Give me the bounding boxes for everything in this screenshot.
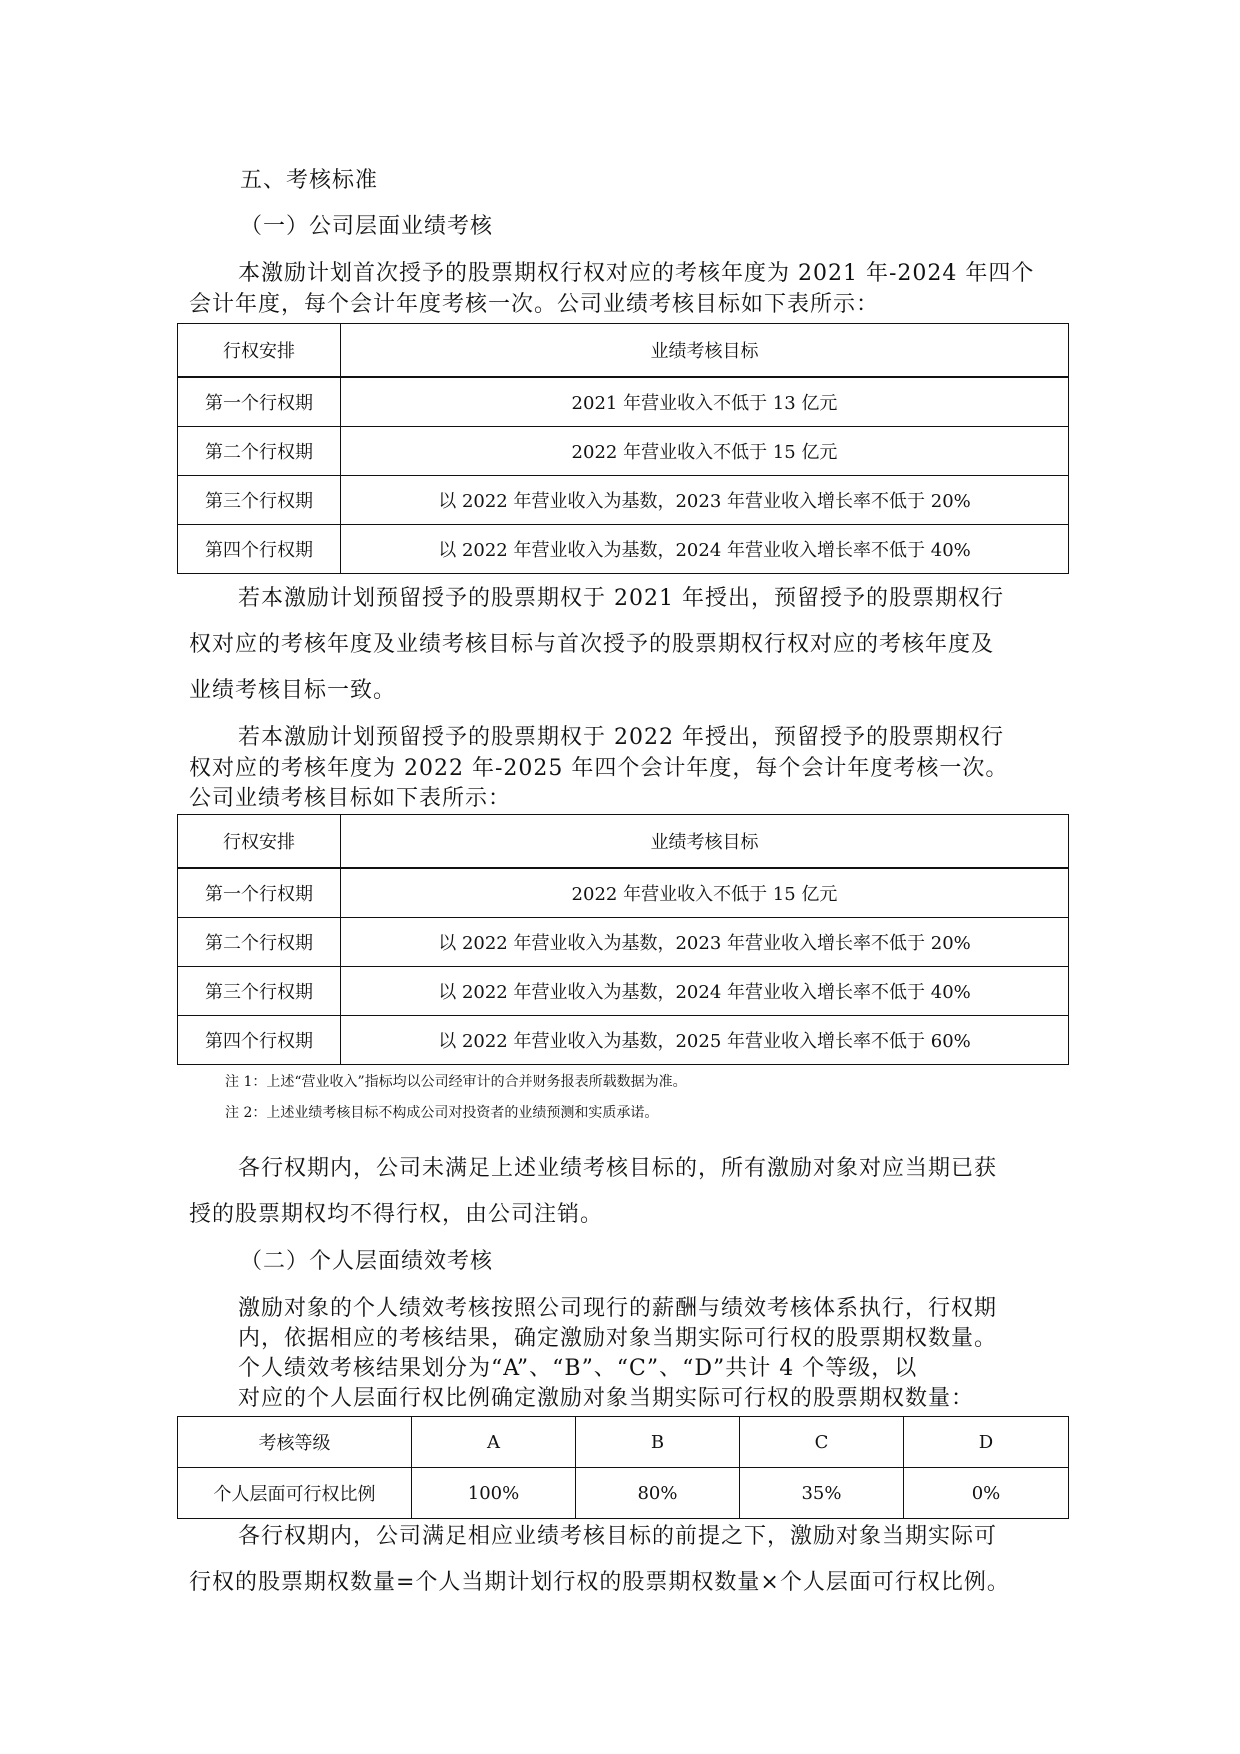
table-row bbox=[178, 967, 1069, 1016]
intro-line-1: 本激励计划首次授予的股票期权行权对应的考核年度为 2021 年-2024 年四个 bbox=[238, 261, 1035, 286]
header-cell: 行权安排 bbox=[178, 815, 341, 869]
header-cell: 业绩考核目标 bbox=[341, 324, 1069, 378]
note-1: 注 1：上述“营业收入”指标均以公司经审计的合并财务报表所载数据为准。 bbox=[225, 1074, 687, 1090]
ratio-cell-d: 0% bbox=[904, 1468, 1069, 1519]
table-row bbox=[178, 1016, 1069, 1065]
ratio-label-cell: 个人层面可行权比例 bbox=[178, 1468, 412, 1519]
grade-cell-b: B bbox=[576, 1417, 740, 1468]
target-cell: 以 2022 年营业收入为基数，2024 年营业收入增长率不低于 40% bbox=[341, 967, 1069, 1016]
table-row bbox=[178, 868, 1069, 918]
grade-label-cell: 考核等级 bbox=[178, 1417, 412, 1468]
ratio-cell-c: 35% bbox=[740, 1468, 904, 1519]
ratio-cell-b: 80% bbox=[576, 1468, 740, 1519]
header-cell: 业绩考核目标 bbox=[341, 815, 1069, 869]
fail-line-1: 各行权期内，公司未满足上述业绩考核目标的，所有激励对象对应当期已获 bbox=[238, 1156, 998, 1181]
company-performance-table-reserved-2022 bbox=[177, 814, 1069, 1065]
grade-cell-c: C bbox=[740, 1417, 904, 1468]
reserved-2022-line-2: 权对应的考核年度为 2022 年-2025 年四个会计年度，每个会计年度考核一次。 bbox=[189, 756, 1009, 781]
period-cell: 第三个行权期 bbox=[178, 476, 341, 525]
personal-intro-line-3: 个人绩效考核结果划分为“A”、“B”、“C”、“D”共计 4 个等级，以 bbox=[238, 1356, 918, 1381]
period-cell: 第一个行权期 bbox=[178, 868, 341, 918]
reserved-2022-line-1: 若本激励计划预留授予的股票期权于 2022 年授出，预留授予的股票期权行 bbox=[238, 725, 1004, 750]
fail-line-2: 授的股票期权均不得行权，由公司注销。 bbox=[189, 1202, 604, 1227]
grade-cell-d: D bbox=[904, 1417, 1069, 1468]
section-title: 五、考核标准 bbox=[240, 168, 379, 193]
closing-line-1: 各行权期内，公司满足相应业绩考核目标的前提之下，激励对象当期实际可 bbox=[238, 1524, 998, 1549]
table-row bbox=[178, 377, 1069, 427]
period-cell: 第四个行权期 bbox=[178, 1016, 341, 1065]
target-cell: 以 2022 年营业收入为基数，2024 年营业收入增长率不低于 40% bbox=[341, 525, 1069, 574]
table-header-row bbox=[178, 324, 1069, 378]
grade-cell-a: A bbox=[412, 1417, 576, 1468]
period-cell: 第一个行权期 bbox=[178, 377, 341, 427]
reserved-2022-line-3: 公司业绩考核目标如下表所示： bbox=[189, 786, 512, 811]
company-performance-table-first-grant bbox=[177, 323, 1069, 574]
reserved-2021-line-1: 若本激励计划预留授予的股票期权于 2021 年授出，预留授予的股票期权行 bbox=[238, 586, 1004, 611]
target-cell: 以 2022 年营业收入为基数，2023 年营业收入增长率不低于 20% bbox=[341, 476, 1069, 525]
note-2: 注 2：上述业绩考核目标不构成公司对投资者的业绩预测和实质承诺。 bbox=[225, 1105, 659, 1121]
period-cell: 第三个行权期 bbox=[178, 967, 341, 1016]
period-cell: 第二个行权期 bbox=[178, 918, 341, 967]
intro-line-2: 会计年度，每个会计年度考核一次。公司业绩考核目标如下表所示： bbox=[189, 292, 880, 317]
ratio-row bbox=[178, 1468, 1069, 1519]
personal-intro-line-4: 对应的个人层面行权比例确定激励对象当期实际可行权的股票期权数量： bbox=[238, 1386, 975, 1411]
grade-header-row bbox=[178, 1417, 1069, 1468]
reserved-2021-line-2: 权对应的考核年度及业绩考核目标与首次授予的股票期权行权对应的考核年度及 bbox=[189, 632, 995, 657]
ratio-cell-a: 100% bbox=[412, 1468, 576, 1519]
table-header-row bbox=[178, 815, 1069, 869]
table-row bbox=[178, 918, 1069, 967]
header-cell: 行权安排 bbox=[178, 324, 341, 378]
period-cell: 第四个行权期 bbox=[178, 525, 341, 574]
target-cell: 2022 年营业收入不低于 15 亿元 bbox=[341, 427, 1069, 476]
table-row bbox=[178, 427, 1069, 476]
table-row bbox=[178, 525, 1069, 574]
target-cell: 2022 年营业收入不低于 15 亿元 bbox=[341, 868, 1069, 918]
target-cell: 以 2022 年营业收入为基数，2023 年营业收入增长率不低于 20% bbox=[341, 918, 1069, 967]
closing-line-2: 行权的股票期权数量=个人当期计划行权的股票期权数量×个人层面可行权比例。 bbox=[189, 1570, 1010, 1595]
personal-intro-line-2: 内，依据相应的考核结果，确定激励对象当期实际可行权的股票期权数量。 bbox=[238, 1326, 998, 1351]
reserved-2021-line-3: 业绩考核目标一致。 bbox=[189, 678, 397, 703]
subsection-2-title: （二）个人层面绩效考核 bbox=[240, 1249, 494, 1274]
personal-intro-line-1: 激励对象的个人绩效考核按照公司现行的薪酬与绩效考核体系执行，行权期 bbox=[238, 1296, 998, 1321]
target-cell: 2021 年营业收入不低于 13 亿元 bbox=[341, 377, 1069, 427]
period-cell: 第二个行权期 bbox=[178, 427, 341, 476]
personal-grade-table bbox=[177, 1416, 1069, 1519]
target-cell: 以 2022 年营业收入为基数，2025 年营业收入增长率不低于 60% bbox=[341, 1016, 1069, 1065]
table-row bbox=[178, 476, 1069, 525]
subsection-1-title: （一）公司层面业绩考核 bbox=[240, 214, 494, 239]
